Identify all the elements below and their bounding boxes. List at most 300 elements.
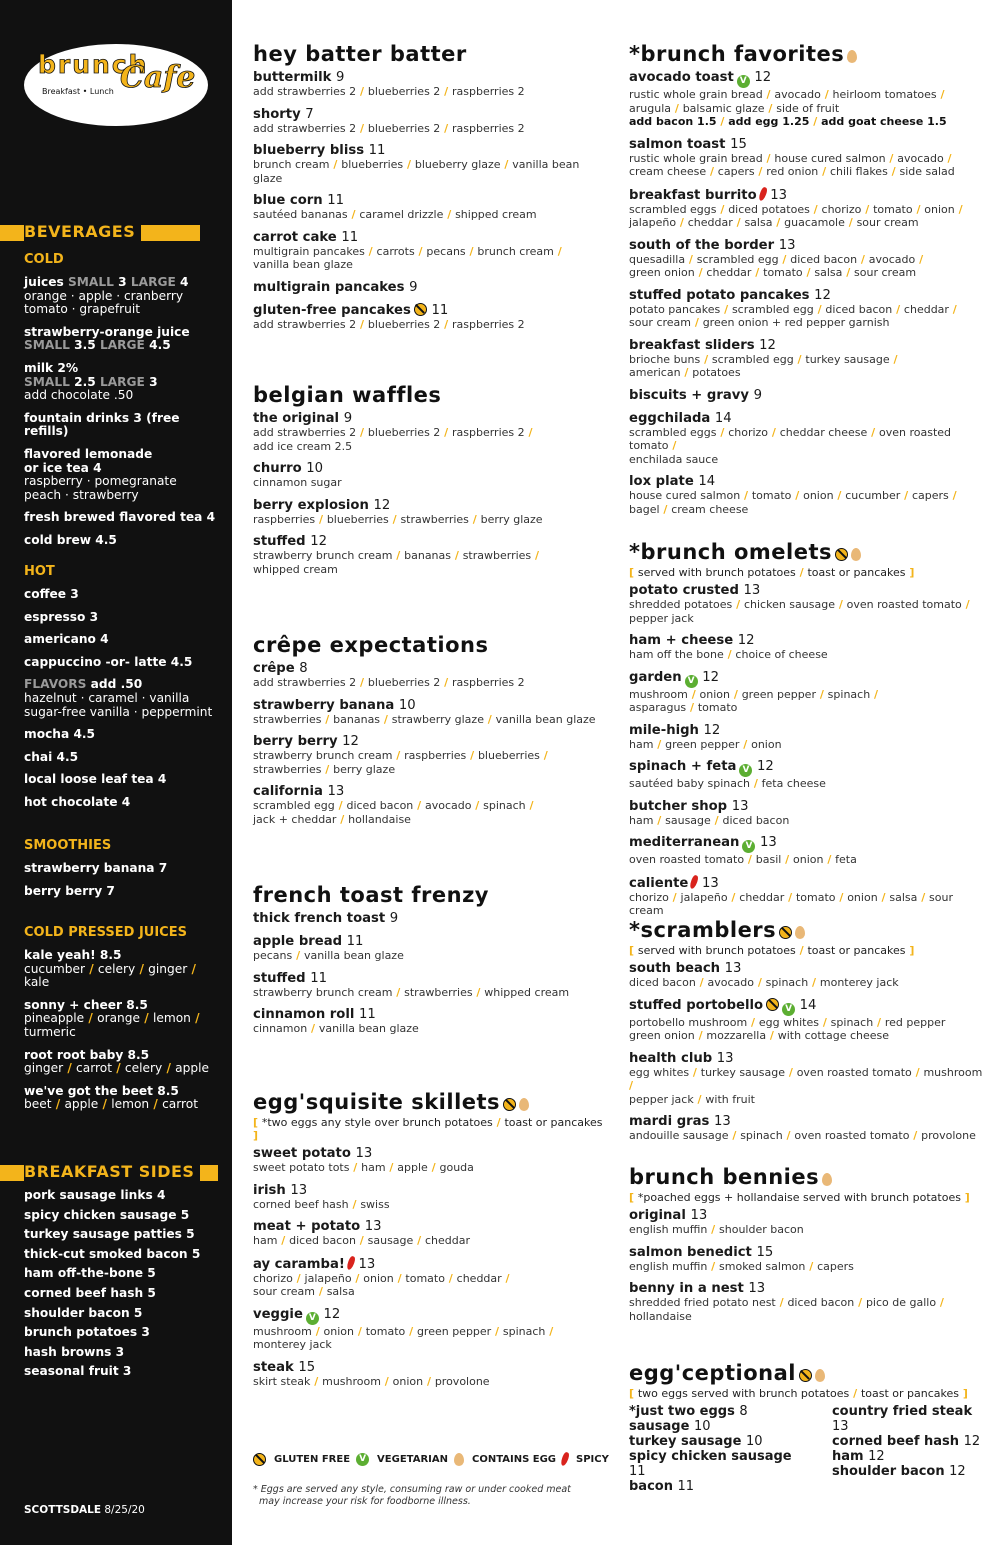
add-on: add egg 1.25 bbox=[728, 115, 810, 128]
cold-heading: COLD bbox=[24, 252, 64, 267]
separator-slash: / bbox=[693, 1092, 706, 1106]
separator-slash: / bbox=[716, 115, 729, 128]
separator-slash: / bbox=[348, 1197, 361, 1211]
item-description bbox=[253, 1338, 603, 1352]
item-description bbox=[629, 891, 989, 918]
separator-slash: / bbox=[820, 88, 833, 101]
menu-item-heading bbox=[253, 534, 603, 549]
separator-slash: / bbox=[784, 890, 796, 904]
bracket: ] bbox=[960, 1191, 970, 1204]
menu-item-price: 10 bbox=[306, 461, 324, 476]
separator-slash: / bbox=[444, 1271, 457, 1285]
egg-plate-option bbox=[832, 1464, 989, 1479]
menu-item bbox=[629, 1051, 989, 1107]
ingredient: sausage bbox=[367, 1234, 414, 1247]
item-description bbox=[629, 303, 989, 317]
menu-item-heading bbox=[253, 784, 603, 799]
separator-slash: / bbox=[791, 489, 804, 502]
legend-gluten-free: GLUTEN FREE bbox=[274, 1453, 351, 1465]
ingredient: quesadilla bbox=[629, 252, 686, 266]
ingredient: avocado bbox=[424, 799, 472, 812]
ingredient: green onion bbox=[629, 1029, 695, 1042]
ingredient: cheddar bbox=[739, 890, 785, 904]
separator-slash: / bbox=[954, 202, 963, 216]
separator-slash: / bbox=[355, 1234, 368, 1247]
ingredient: onion bbox=[323, 1324, 355, 1338]
menu-item-name: irish bbox=[253, 1182, 286, 1198]
ingredient: heirloom tomatoes bbox=[832, 88, 937, 101]
separator-slash: / bbox=[385, 1161, 398, 1174]
separator-slash: / bbox=[659, 502, 672, 516]
ingredient: egg whites bbox=[758, 1015, 819, 1029]
ingredient: andouille sausage bbox=[629, 1129, 729, 1142]
ingredient: shredded potatoes bbox=[629, 598, 733, 611]
ingredient: turkey sausage bbox=[805, 352, 890, 366]
price: 3.5 bbox=[74, 338, 100, 353]
menu-item-heading bbox=[253, 193, 603, 208]
separator-slash: / bbox=[885, 151, 898, 165]
item-description bbox=[629, 777, 989, 791]
chili-pepper-icon bbox=[346, 1255, 356, 1270]
separator-slash: / bbox=[802, 266, 815, 279]
ingredient: cheddar bbox=[706, 266, 752, 279]
ingredient: ginger bbox=[24, 1061, 64, 1076]
add-on: add bacon 1.5 bbox=[629, 115, 717, 128]
separator-slash: / bbox=[466, 749, 478, 762]
separator-slash: / bbox=[471, 799, 484, 812]
ingredient: scrambled egg bbox=[711, 352, 794, 366]
beverage-item bbox=[24, 448, 224, 502]
separator-slash: / bbox=[315, 1285, 327, 1298]
menu-item-name: the original bbox=[253, 411, 340, 426]
ingredient: vanilla bean glaze bbox=[253, 158, 580, 185]
ingredient: tomato bbox=[763, 266, 803, 279]
ingredient: jack + cheddar bbox=[253, 812, 337, 826]
menu-item-price: 9 bbox=[343, 411, 353, 426]
price: 3 bbox=[149, 374, 158, 389]
menu-item-heading bbox=[253, 143, 603, 158]
ingredient: cinnamon sugar bbox=[253, 476, 342, 489]
hot-heading: HOT bbox=[24, 564, 55, 579]
separator-slash: / bbox=[818, 1015, 831, 1029]
menu-item-price: 15 bbox=[756, 1244, 774, 1260]
menu-item-price: 9 bbox=[409, 279, 418, 295]
ingredient: spinach bbox=[740, 1129, 783, 1142]
menu-item-name: thick french toast bbox=[253, 911, 386, 926]
item-description bbox=[253, 1325, 603, 1339]
add-on: add goat cheese 1.5 bbox=[821, 115, 947, 128]
menu-item-heading bbox=[629, 474, 989, 489]
ingredient: diced bacon bbox=[787, 1296, 855, 1309]
beverage-item bbox=[24, 751, 224, 765]
separator-slash: / bbox=[413, 1234, 425, 1247]
beverage-name-line bbox=[24, 448, 224, 462]
section-title bbox=[629, 1361, 989, 1385]
separator-slash: / bbox=[854, 1296, 866, 1309]
separator-slash: / bbox=[686, 701, 698, 714]
ingredient: strawberry brunch cream bbox=[253, 549, 393, 562]
menu-item-price: 14 bbox=[698, 474, 716, 489]
separator-slash: / bbox=[900, 489, 912, 502]
menu-item-heading bbox=[629, 187, 989, 203]
breakfast-sides-list bbox=[24, 1189, 224, 1385]
ingredient: raspberries 2 bbox=[451, 676, 525, 689]
ingredient: add strawberries 2 bbox=[253, 317, 357, 331]
separator-slash: / bbox=[472, 985, 485, 999]
menu-item-heading bbox=[253, 411, 603, 426]
ingredient: blueberries 2 bbox=[367, 317, 441, 331]
item-description bbox=[629, 216, 989, 230]
gluten-free-icon bbox=[835, 548, 848, 561]
menu-item-name: shorty bbox=[253, 106, 301, 122]
menu-item-name: health club bbox=[629, 1050, 713, 1066]
ingredient: strawberries bbox=[404, 985, 473, 999]
ingredient: spinach bbox=[483, 799, 526, 812]
separator-slash: / bbox=[730, 687, 742, 701]
separator-slash: / bbox=[483, 712, 496, 726]
bracket: [ bbox=[629, 944, 638, 957]
menu-item-name: meat + potato bbox=[253, 1219, 361, 1234]
menu-item-price: 12 bbox=[703, 722, 721, 738]
menu-item-name: salmon toast bbox=[629, 136, 726, 152]
ingredient: english muffin bbox=[629, 1259, 708, 1273]
separator-slash: / bbox=[805, 1259, 818, 1273]
ingredient: strawberry brunch cream bbox=[253, 749, 393, 762]
menu-item-heading bbox=[629, 759, 989, 777]
ingredient: spinach bbox=[827, 687, 871, 701]
separator-slash: / bbox=[732, 598, 744, 611]
option-price: 13 bbox=[831, 1419, 849, 1434]
flavor-options: hazelnut · caramel · vanilla bbox=[24, 690, 190, 705]
separator-slash: / bbox=[187, 961, 196, 976]
ingredient: onion bbox=[803, 489, 834, 502]
item-description bbox=[253, 85, 603, 99]
separator-slash: / bbox=[98, 1097, 112, 1112]
menu-item-name: garden bbox=[629, 669, 682, 685]
section-title-text: *brunch omelets bbox=[629, 540, 833, 564]
menu-item bbox=[629, 835, 989, 867]
option-name: ham bbox=[831, 1449, 864, 1464]
bracket: ] bbox=[905, 944, 915, 957]
menu-item-heading bbox=[629, 1114, 989, 1129]
ingredient: tomato bbox=[795, 890, 836, 904]
item-description bbox=[629, 1223, 989, 1237]
ingredient: chicken sausage bbox=[743, 598, 835, 611]
ingredient: onion bbox=[699, 687, 731, 701]
item-description bbox=[629, 316, 989, 330]
menu-item-price: 13 bbox=[778, 237, 796, 253]
beverage-name: cold brew 4.5 bbox=[24, 532, 117, 547]
item-description bbox=[253, 318, 603, 332]
menu-item bbox=[253, 1219, 603, 1248]
menu-item bbox=[253, 784, 603, 826]
ingredient: gouda bbox=[439, 1161, 474, 1174]
ingredient: mushroom bbox=[629, 687, 688, 701]
separator-slash: / bbox=[948, 489, 957, 502]
separator-slash: / bbox=[685, 252, 697, 266]
menu-item-name: multigrain pancakes bbox=[253, 279, 405, 295]
bracket: [ bbox=[253, 1116, 262, 1129]
legend-spicy: SPICY bbox=[576, 1453, 609, 1465]
menu-item-name: california bbox=[253, 784, 323, 799]
side-dish-item: pork sausage links 4 bbox=[24, 1188, 166, 1202]
option-name: corned beef hash bbox=[831, 1434, 960, 1449]
menu-item-heading bbox=[253, 107, 603, 122]
ingredient: green pepper bbox=[416, 1324, 492, 1338]
menu-item-name: veggie bbox=[253, 1306, 303, 1322]
menu-item-price: 13 bbox=[290, 1182, 308, 1198]
ingredient: vanilla bean glaze bbox=[318, 1022, 419, 1035]
separator-slash: / bbox=[694, 266, 707, 279]
ingredient: tomato bbox=[365, 1324, 406, 1338]
item-description bbox=[253, 1198, 603, 1212]
separator-slash: / bbox=[889, 352, 898, 366]
menu-item-name: mile-high bbox=[629, 722, 699, 738]
menu-item-price: 13 bbox=[731, 798, 749, 814]
ingredient: scrambled egg bbox=[731, 302, 814, 316]
menu-item-price: 11 bbox=[368, 143, 386, 158]
separator-slash: / bbox=[336, 812, 349, 826]
ingredient: pineapple bbox=[24, 1011, 85, 1026]
section-title-text: *brunch favorites bbox=[629, 42, 845, 66]
menu-item-heading bbox=[629, 288, 989, 303]
menu-item-name: cinnamon roll bbox=[253, 1007, 355, 1022]
separator-slash: / bbox=[334, 799, 347, 812]
menu-item-name: sweet potato bbox=[253, 1146, 351, 1161]
menu-item-name: spinach + feta bbox=[629, 759, 737, 774]
ingredient: cheddar bbox=[903, 302, 949, 316]
menu-item-name: salmon benedict bbox=[629, 1244, 752, 1260]
separator-slash: / bbox=[740, 489, 752, 502]
side-dish-item: hash browns 3 bbox=[24, 1344, 125, 1359]
separator-slash: / bbox=[351, 1271, 364, 1285]
logo-word-brunch: brunch bbox=[38, 50, 149, 79]
bracket: ] bbox=[253, 1129, 259, 1142]
flavor-options: sugar-free vanilla · peppermint bbox=[24, 704, 213, 719]
ingredient: raspberries 2 bbox=[451, 317, 525, 331]
item-description bbox=[253, 440, 603, 454]
menu-item-heading bbox=[629, 70, 989, 88]
ingredient: multigrain pancakes bbox=[253, 244, 365, 258]
separator-slash: / bbox=[892, 302, 904, 316]
section-note bbox=[253, 1116, 603, 1142]
item-description bbox=[629, 1066, 989, 1093]
egg-icon bbox=[815, 1369, 825, 1382]
ingredient: balsamic glaze bbox=[682, 101, 765, 115]
item-description bbox=[629, 489, 989, 503]
beverage-item bbox=[24, 796, 224, 810]
menu-item bbox=[253, 1307, 603, 1352]
separator-slash: / bbox=[732, 216, 745, 229]
menu-item-heading bbox=[629, 1245, 989, 1260]
ingredient: salsa bbox=[814, 266, 843, 279]
menu-item-heading bbox=[629, 137, 989, 152]
ingredient: vanilla bean glaze bbox=[303, 949, 404, 962]
ingredient: oven roasted tomato bbox=[796, 1065, 912, 1079]
menu-item-name: crêpe bbox=[253, 661, 295, 676]
ingredient: berry glaze bbox=[333, 762, 396, 776]
separator-slash: / bbox=[668, 890, 681, 904]
side-dish-item: ham off-the-bone 5 bbox=[24, 1266, 156, 1281]
menu-item bbox=[629, 799, 989, 828]
item-description bbox=[629, 1029, 989, 1043]
separator-slash: / bbox=[912, 202, 925, 216]
egg-plate-option bbox=[832, 1404, 989, 1434]
bracket: ] bbox=[958, 1387, 968, 1400]
breakfast-sides-heading: BREAKFAST SIDES bbox=[24, 1162, 200, 1181]
separator-slash: / bbox=[727, 890, 740, 904]
smoothies-heading: SMOOTHIES bbox=[24, 838, 112, 853]
separator-slash: / bbox=[364, 244, 377, 258]
separator-slash: / bbox=[500, 158, 513, 171]
separator-slash: / bbox=[311, 1324, 324, 1338]
menu-item-price: 13 bbox=[743, 583, 761, 598]
separator-slash: / bbox=[762, 151, 775, 165]
menu-item-price: 9 bbox=[389, 911, 399, 926]
ingredient: celery bbox=[97, 961, 136, 976]
separator-slash: / bbox=[539, 749, 548, 762]
item-description bbox=[253, 122, 603, 136]
menu-item bbox=[253, 698, 603, 727]
ingredient: monterey jack bbox=[253, 1338, 332, 1351]
separator-slash: / bbox=[524, 426, 533, 439]
beverage-name: americano 4 bbox=[24, 632, 109, 647]
ingredient: potatoes bbox=[692, 366, 741, 379]
menu-item bbox=[629, 474, 989, 516]
note-text: toast or pancakes bbox=[504, 1116, 603, 1129]
separator-slash: / bbox=[451, 549, 463, 562]
ingredient: ham bbox=[361, 1161, 386, 1174]
ingredient: tomato bbox=[873, 202, 913, 216]
separator-slash: / bbox=[356, 85, 368, 98]
bracket: ] bbox=[905, 566, 915, 579]
menu-item-name: stuffed portobello bbox=[629, 997, 764, 1013]
separator-slash: / bbox=[190, 1011, 200, 1026]
menu-item-heading bbox=[253, 1007, 603, 1022]
menu-item-heading bbox=[629, 633, 989, 648]
separator-slash: / bbox=[744, 853, 756, 866]
ingredient: arugula bbox=[629, 101, 671, 115]
item-description bbox=[253, 749, 603, 763]
ingredient: ginger bbox=[148, 961, 188, 976]
item-description bbox=[253, 1234, 603, 1248]
note-text: served with brunch potatoes bbox=[637, 944, 796, 957]
separator-slash: / bbox=[809, 115, 822, 128]
price: 3 bbox=[118, 275, 131, 289]
ingredient: avocado bbox=[707, 976, 754, 989]
menu-item-name: ay caramba! bbox=[253, 1256, 345, 1272]
separator-slash: / bbox=[356, 317, 368, 331]
ingredient: apple bbox=[397, 1161, 428, 1174]
separator-slash: / bbox=[492, 1116, 505, 1129]
menu-item-name: avocado toast bbox=[629, 70, 734, 85]
ingredient: blueberries bbox=[326, 512, 389, 526]
ingredient: turmeric bbox=[24, 1024, 76, 1039]
menu-item bbox=[629, 723, 989, 752]
menu-item-heading bbox=[629, 670, 989, 688]
menu-item bbox=[253, 303, 603, 332]
ingredient: shipped cream bbox=[455, 208, 537, 221]
menu-item-name: lox plate bbox=[629, 474, 694, 489]
menu-item-heading bbox=[629, 835, 989, 853]
separator-slash: / bbox=[694, 1029, 707, 1042]
menu-item-heading bbox=[629, 998, 989, 1016]
menu-section-french bbox=[253, 883, 603, 1044]
separator-slash: / bbox=[813, 302, 826, 316]
option-price: 10 bbox=[693, 1419, 711, 1434]
separator-slash: / bbox=[695, 976, 708, 989]
menu-item bbox=[253, 411, 603, 453]
menu-item-heading bbox=[629, 1051, 989, 1066]
ingredient: skirt steak bbox=[253, 1374, 311, 1388]
ingredient: shoulder bacon bbox=[719, 1223, 804, 1236]
separator-slash: / bbox=[762, 88, 775, 101]
ingredient: scrambled eggs bbox=[629, 425, 717, 439]
ingredient: berry glaze bbox=[480, 512, 543, 526]
beverage-name: juices bbox=[24, 275, 69, 289]
separator-slash: / bbox=[135, 961, 149, 976]
separator-slash: / bbox=[392, 985, 405, 999]
ingredient: asparagus bbox=[629, 701, 687, 714]
beverage-item bbox=[24, 728, 224, 742]
ingredient: add strawberries 2 bbox=[253, 426, 357, 439]
ingredient: bananas bbox=[333, 712, 381, 726]
ingredient: raspberries 2 bbox=[451, 121, 525, 135]
beverage-item bbox=[24, 656, 224, 670]
beverage-item bbox=[24, 534, 224, 548]
price: 4.5 bbox=[149, 338, 171, 353]
egg-plate-column bbox=[832, 1404, 989, 1494]
separator-slash: / bbox=[347, 208, 360, 221]
menu-item bbox=[629, 1208, 989, 1237]
menu-item-heading bbox=[629, 338, 989, 353]
menu-item-name: steak bbox=[253, 1359, 294, 1375]
separator-slash: / bbox=[356, 676, 368, 689]
menu-item-price: 12 bbox=[757, 759, 774, 774]
separator-slash: / bbox=[413, 799, 425, 812]
ingredient: celery bbox=[124, 1061, 163, 1076]
price: 2.5 bbox=[74, 374, 100, 389]
separator-slash: / bbox=[84, 961, 98, 976]
separator-slash: / bbox=[754, 165, 767, 178]
size-label: SMALL bbox=[24, 338, 75, 353]
ingredient: sour cream bbox=[856, 216, 919, 229]
ingredient: mushroom bbox=[253, 1324, 312, 1338]
separator-slash: / bbox=[739, 737, 752, 751]
item-description bbox=[253, 1272, 603, 1286]
item-description bbox=[253, 158, 603, 185]
separator-slash: / bbox=[753, 976, 766, 989]
menu-item bbox=[629, 137, 989, 179]
separator-slash: / bbox=[653, 737, 666, 751]
section-title bbox=[253, 42, 603, 66]
beverages-heading-bar bbox=[0, 222, 200, 241]
ingredient: side salad bbox=[899, 165, 955, 178]
ingredient: mozzarella bbox=[706, 1029, 767, 1042]
egg-icon bbox=[851, 548, 861, 561]
menu-item bbox=[253, 911, 603, 926]
menu-item bbox=[629, 670, 989, 715]
menu-item bbox=[629, 1114, 989, 1143]
menu-item-price: 13 bbox=[748, 1281, 766, 1296]
beverage-item bbox=[24, 276, 224, 317]
menu-item-price: 12 bbox=[310, 534, 327, 549]
separator-slash: / bbox=[440, 317, 452, 331]
note-text: served with brunch potatoes bbox=[637, 566, 796, 579]
menu-item bbox=[629, 759, 989, 791]
chili-pepper-icon bbox=[560, 1451, 570, 1466]
egg-icon bbox=[454, 1453, 464, 1466]
